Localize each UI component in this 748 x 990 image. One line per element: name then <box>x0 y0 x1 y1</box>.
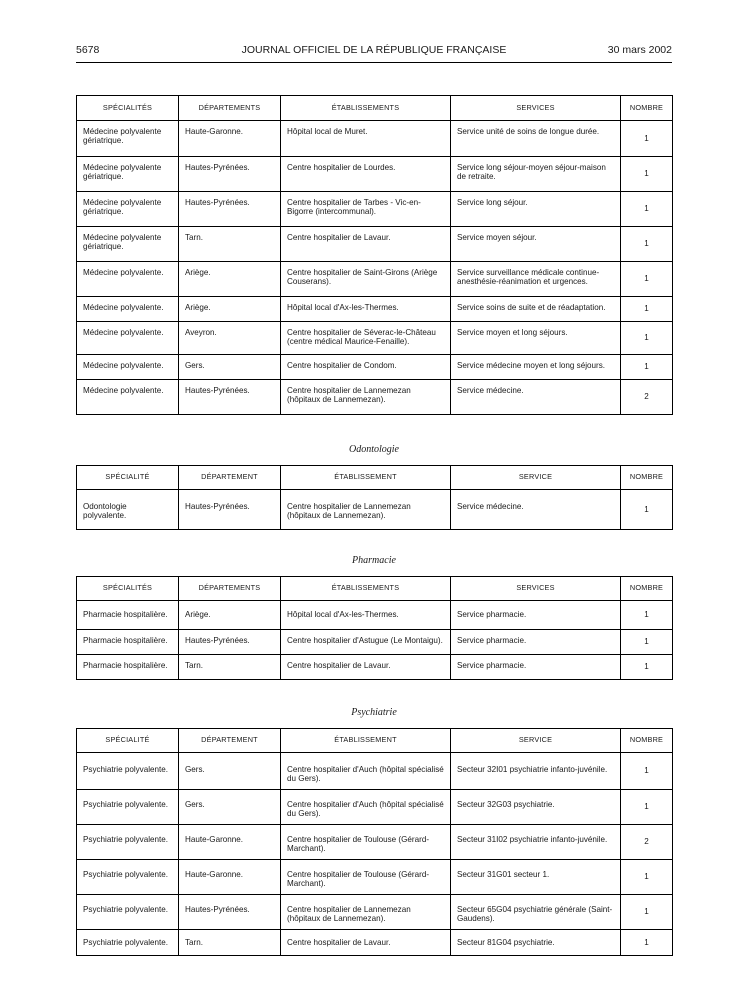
service-cell: Secteur 31G01 secteur 1. <box>451 860 621 895</box>
service-cell: Service médecine. <box>451 490 621 530</box>
service-cell: Secteur 65G04 psychiatrie générale (Saint-Gaudens). <box>451 895 621 930</box>
header-rule <box>76 62 672 63</box>
service-cell: Service moyen et long séjours. <box>451 322 621 355</box>
table-row <box>77 157 673 192</box>
column-header: SERVICES <box>451 96 621 121</box>
etablissement-cell: Centre hospitalier de Lannemezan (hôpitaux de Lannemezan). <box>281 380 451 415</box>
specialite-cell: Médecine polyvalente. <box>77 355 179 380</box>
table-row <box>77 655 673 680</box>
table-row <box>77 790 673 825</box>
column-header: NOMBRE <box>621 729 673 753</box>
service-cell: Secteur 32I01 psychiatrie infanto-juvénile. <box>451 753 621 790</box>
departement-cell: Ariège. <box>179 262 281 297</box>
table-row <box>77 860 673 895</box>
column-header: DÉPARTEMENTS <box>179 577 281 601</box>
column-header: NOMBRE <box>621 466 673 490</box>
specialite-cell: Pharmacie hospitalière. <box>77 601 179 630</box>
section-title-psychiatrie: Psychiatrie <box>351 707 397 718</box>
etablissement-cell: Centre hospitalier de Tarbes - Vic-en-Bigorre (intercommunal). <box>281 192 451 227</box>
departement-cell: Haute-Garonne. <box>179 860 281 895</box>
column-header: DÉPARTEMENT <box>179 466 281 490</box>
table-row <box>77 630 673 655</box>
column-header: ÉTABLISSEMENTS <box>281 96 451 121</box>
column-header: SERVICE <box>451 466 621 490</box>
nombre-cell: 2 <box>621 825 673 860</box>
specialite-cell: Psychiatrie polyvalente. <box>77 790 179 825</box>
etablissement-cell: Centre hospitalier de Condom. <box>281 355 451 380</box>
journal-title: JOURNAL OFFICIEL DE LA RÉPUBLIQUE FRANÇAISE <box>241 44 507 56</box>
etablissement-cell: Centre hospitalier de Lannemezan (hôpitaux de Lannemezan). <box>281 490 451 530</box>
departement-cell: Ariège. <box>179 297 281 322</box>
etablissement-cell: Centre hospitalier de Lannemezan (hôpitaux de Lannemezan). <box>281 895 451 930</box>
table-header-row <box>77 577 673 601</box>
column-header: ÉTABLISSEMENTS <box>281 577 451 601</box>
etablissement-cell: Hôpital local de Muret. <box>281 121 451 157</box>
column-header: SPÉCIALITÉS <box>77 96 179 121</box>
nombre-cell: 1 <box>621 192 673 227</box>
table-row <box>77 895 673 930</box>
table-row <box>77 601 673 630</box>
specialite-cell: Médecine polyvalente. <box>77 322 179 355</box>
table-header-row <box>77 729 673 753</box>
nombre-cell: 1 <box>621 753 673 790</box>
service-cell: Service médecine. <box>451 380 621 415</box>
nombre-cell: 1 <box>621 157 673 192</box>
column-header: NOMBRE <box>621 96 673 121</box>
specialite-cell: Médecine polyvalente gériatrique. <box>77 192 179 227</box>
nombre-cell: 1 <box>621 630 673 655</box>
specialite-cell: Psychiatrie polyvalente. <box>77 860 179 895</box>
specialite-cell: Pharmacie hospitalière. <box>77 630 179 655</box>
table-row <box>77 297 673 322</box>
specialite-cell: Psychiatrie polyvalente. <box>77 825 179 860</box>
table-row <box>77 930 673 956</box>
column-header: SPÉCIALITÉS <box>77 577 179 601</box>
departement-cell: Hautes-Pyrénées. <box>179 490 281 530</box>
nombre-cell: 2 <box>621 380 673 415</box>
nombre-cell: 1 <box>621 860 673 895</box>
specialite-cell: Pharmacie hospitalière. <box>77 655 179 680</box>
departement-cell: Haute-Garonne. <box>179 121 281 157</box>
nombre-cell: 1 <box>621 322 673 355</box>
table-row <box>77 322 673 355</box>
nombre-cell: 1 <box>621 601 673 630</box>
service-cell: Service long séjour-moyen séjour-maison de retraite. <box>451 157 621 192</box>
column-header: ÉTABLISSEMENT <box>281 466 451 490</box>
service-cell: Secteur 81G04 psychiatrie. <box>451 930 621 956</box>
specialite-cell: Odontologie polyvalente. <box>77 490 179 530</box>
specialite-cell: Médecine polyvalente. <box>77 297 179 322</box>
etablissement-cell: Centre hospitalier d'Auch (hôpital spécialisé du Gers). <box>281 790 451 825</box>
page-number: 5678 <box>76 44 100 56</box>
table-header-row <box>77 96 673 121</box>
service-cell: Service pharmacie. <box>451 630 621 655</box>
specialite-cell: Médecine polyvalente gériatrique. <box>77 121 179 157</box>
publication-date: 30 mars 2002 <box>607 44 672 56</box>
column-header: SERVICES <box>451 577 621 601</box>
etablissement-cell: Centre hospitalier de Lavaur. <box>281 227 451 262</box>
specialite-cell: Médecine polyvalente gériatrique. <box>77 227 179 262</box>
column-header: ÉTABLISSEMENT <box>281 729 451 753</box>
service-cell: Service surveillance médicale continue-anesthésie-réanimation et urgences. <box>451 262 621 297</box>
column-header: SPÉCIALITÉ <box>77 729 179 753</box>
departement-cell: Hautes-Pyrénées. <box>179 380 281 415</box>
specialite-cell: Médecine polyvalente gériatrique. <box>77 157 179 192</box>
specialite-cell: Psychiatrie polyvalente. <box>77 895 179 930</box>
etablissement-cell: Centre hospitalier de Lourdes. <box>281 157 451 192</box>
nombre-cell: 1 <box>621 262 673 297</box>
column-header: SERVICE <box>451 729 621 753</box>
etablissement-cell: Centre hospitalier de Lavaur. <box>281 655 451 680</box>
table-row <box>77 490 673 530</box>
specialite-cell: Médecine polyvalente. <box>77 380 179 415</box>
section-title-pharmacie: Pharmacie <box>352 555 396 566</box>
nombre-cell: 1 <box>621 297 673 322</box>
service-cell: Service long séjour. <box>451 192 621 227</box>
etablissement-cell: Hôpital local d'Ax-les-Thermes. <box>281 297 451 322</box>
specialite-cell: Médecine polyvalente. <box>77 262 179 297</box>
etablissement-cell: Centre hospitalier d'Astugue (Le Montaigu). <box>281 630 451 655</box>
column-header: SPÉCIALITÉ <box>77 466 179 490</box>
nombre-cell: 1 <box>621 895 673 930</box>
nombre-cell: 1 <box>621 121 673 157</box>
page-header <box>76 44 672 60</box>
etablissement-cell: Centre hospitalier de Toulouse (Gérard-Marchant). <box>281 860 451 895</box>
nombre-cell: 1 <box>621 227 673 262</box>
table-row <box>77 825 673 860</box>
table-row <box>77 227 673 262</box>
table-header-row <box>77 466 673 490</box>
departement-cell: Tarn. <box>179 227 281 262</box>
service-cell: Service moyen séjour. <box>451 227 621 262</box>
column-header: DÉPARTEMENT <box>179 729 281 753</box>
service-cell: Secteur 31I02 psychiatrie infanto-juvénile. <box>451 825 621 860</box>
service-cell: Service pharmacie. <box>451 655 621 680</box>
column-header: DÉPARTEMENTS <box>179 96 281 121</box>
etablissement-cell: Centre hospitalier de Lavaur. <box>281 930 451 956</box>
pharmacie-table <box>76 576 673 680</box>
table-row <box>77 355 673 380</box>
specialite-cell: Psychiatrie polyvalente. <box>77 753 179 790</box>
departement-cell: Aveyron. <box>179 322 281 355</box>
nombre-cell: 1 <box>621 655 673 680</box>
column-header: NOMBRE <box>621 577 673 601</box>
departement-cell: Haute-Garonne. <box>179 825 281 860</box>
table-row <box>77 753 673 790</box>
service-cell: Service médecine moyen et long séjours. <box>451 355 621 380</box>
medecine-table <box>76 95 673 415</box>
section-title-odontologie: Odontologie <box>349 444 399 455</box>
service-cell: Service pharmacie. <box>451 601 621 630</box>
table-row <box>77 380 673 415</box>
departement-cell: Hautes-Pyrénées. <box>179 192 281 227</box>
nombre-cell: 1 <box>621 355 673 380</box>
table-row <box>77 262 673 297</box>
specialite-cell: Psychiatrie polyvalente. <box>77 930 179 956</box>
departement-cell: Gers. <box>179 355 281 380</box>
etablissement-cell: Centre hospitalier d'Auch (hôpital spécialisé du Gers). <box>281 753 451 790</box>
departement-cell: Hautes-Pyrénées. <box>179 895 281 930</box>
table-row <box>77 121 673 157</box>
service-cell: Service unité de soins de longue durée. <box>451 121 621 157</box>
etablissement-cell: Centre hospitalier de Séverac-le-Château (centre médical Maurice-Fenaille). <box>281 322 451 355</box>
nombre-cell: 1 <box>621 490 673 530</box>
departement-cell: Hautes-Pyrénées. <box>179 157 281 192</box>
service-cell: Secteur 32G03 psychiatrie. <box>451 790 621 825</box>
nombre-cell: 1 <box>621 790 673 825</box>
etablissement-cell: Centre hospitalier de Toulouse (Gérard-Marchant). <box>281 825 451 860</box>
departement-cell: Hautes-Pyrénées. <box>179 630 281 655</box>
departement-cell: Gers. <box>179 790 281 825</box>
service-cell: Service soins de suite et de réadaptation. <box>451 297 621 322</box>
etablissement-cell: Hôpital local d'Ax-les-Thermes. <box>281 601 451 630</box>
nombre-cell: 1 <box>621 930 673 956</box>
departement-cell: Ariège. <box>179 601 281 630</box>
psychiatrie-table <box>76 728 673 956</box>
etablissement-cell: Centre hospitalier de Saint-Girons (Ariège Couserans). <box>281 262 451 297</box>
departement-cell: Gers. <box>179 753 281 790</box>
odontologie-table <box>76 465 673 530</box>
departement-cell: Tarn. <box>179 930 281 956</box>
departement-cell: Tarn. <box>179 655 281 680</box>
table-row <box>77 192 673 227</box>
